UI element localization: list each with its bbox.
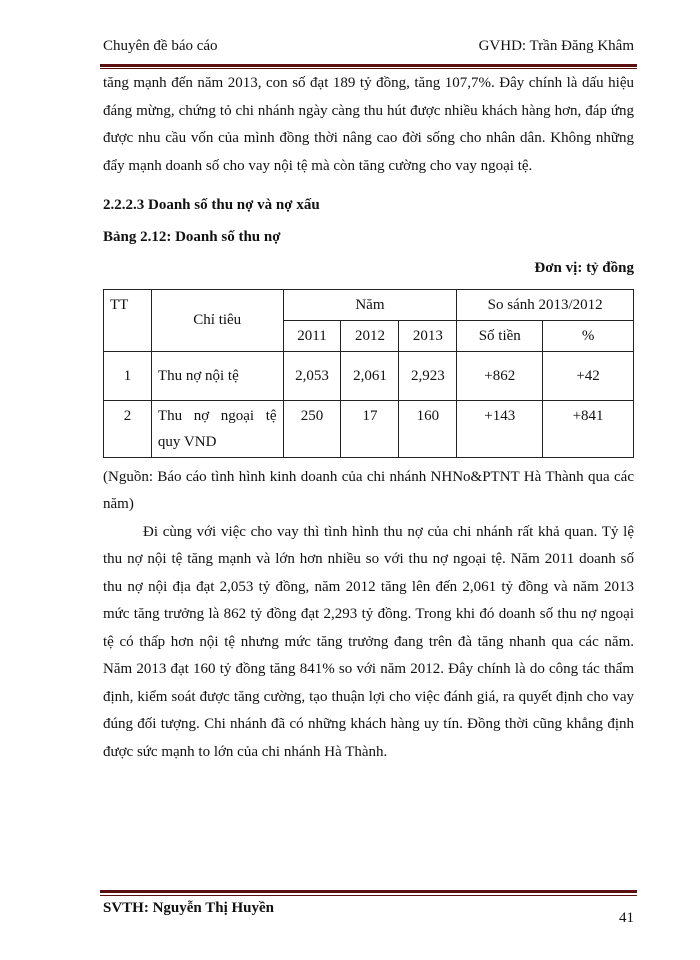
cell-name: Thu nợ nội tệ (151, 351, 283, 400)
table-row (104, 351, 634, 400)
intro-paragraph: tăng mạnh đến năm 2013, con số đạt 189 tỷ đồng, tăng 107,7%. Đây chính là dấu hiệu đáng mừng, chứng tỏ chi nhánh ngày càng thu hút được nhiều khách hàng hơn, đáp ứng được nhu cầu vốn của mình đồng thời nâng cao đời sống cho nhân dân. Không những đẩy mạnh doanh số cho vay nội tệ mà còn tăng cường cho vay ngoại tệ. (103, 75, 634, 174)
header-year: 2012 (341, 320, 399, 351)
cell-value: 2,061 (341, 351, 399, 400)
cell-sotien: +143 (457, 400, 543, 457)
cell-tt: 1 (104, 351, 152, 400)
cell-tt: 2 (104, 400, 152, 457)
header-title: Chuyên đề báo cáo (103, 38, 218, 54)
table-caption: Bảng 2.12: Doanh số thu nợ (103, 228, 281, 245)
source-note: (Nguồn: Báo cáo tình hình kinh doanh của chi nhánh NHNo&PTNT Hà Thành qua các năm) (103, 468, 634, 512)
header-year: 2011 (283, 320, 341, 351)
cell-pct: +841 (543, 400, 634, 457)
cell-value: 17 (341, 400, 399, 457)
header-rule-thin (100, 68, 637, 69)
footer-rule-thin (100, 895, 637, 896)
document-body (103, 70, 634, 766)
unit-label: Đơn vị: tỷ đồng (534, 260, 634, 276)
body-paragraph: Đi cùng với việc cho vay thì tình hình thu nợ của chi nhánh rất khả quan. Tỷ lệ thu nợ nội tệ tăng mạnh và lớn hơn nhiều so với thu nợ ngoại tệ. Năm 2011 doanh số thu nợ nội địa đạt 2,053 tỷ đồng, năm 2012 tăng lên đến 2,061 tỷ đồng và năm 2013 mức tăng trưởng là 862 tỷ đồng đạt 2,293 tỷ đồng. Trong khi đó doanh số thu nợ ngoại tệ có thấp hơn nội tệ nhưng mức tăng trưởng đang trên đà tăng nhanh qua các năm. Năm 2013 đạt 160 tỷ đồng tăng 841% so với năm 2012. Đây chính là do công tác thẩm định, kiểm soát được tăng cường, tạo thuận lợi cho việc đánh giá, ra quyết định cho vay đúng đối tượng. Chi nhánh đã có những khách hàng uy tín. Đồng thời cũng khẳng định được sức mạnh to lớn của chi nhánh Hà Thành. (103, 523, 634, 760)
cell-value: 2,923 (399, 351, 457, 400)
header-rule (100, 64, 637, 67)
footer-author: SVTH: Nguyễn Thị Huyền (103, 900, 275, 916)
header-tt: TT (104, 289, 152, 351)
cell-name: Thu nợ ngoại tệ quy VND (151, 400, 283, 457)
header-chitieu: Chỉ tiêu (151, 289, 283, 351)
cell-sotien: +862 (457, 351, 543, 400)
footer-rule (100, 890, 637, 893)
section-heading: 2.2.2.3 Doanh số thu nợ và nợ xấu (103, 197, 320, 213)
table-header-row (104, 289, 634, 320)
cell-value: 2,053 (283, 351, 341, 400)
cell-pct: +42 (543, 351, 634, 400)
cell-value: 160 (399, 400, 457, 457)
header-advisor: GVHD: Trần Đăng Khâm (478, 38, 634, 54)
revenue-table (103, 289, 634, 458)
header-nam: Năm (283, 289, 457, 320)
header-sotien: Số tiền (457, 320, 543, 351)
header-pct: % (543, 320, 634, 351)
header-year: 2013 (399, 320, 457, 351)
page-number: 41 (619, 910, 634, 926)
table-row (104, 400, 634, 457)
header-sosanh: So sánh 2013/2012 (457, 289, 634, 320)
page-header (103, 38, 634, 62)
cell-value: 250 (283, 400, 341, 457)
